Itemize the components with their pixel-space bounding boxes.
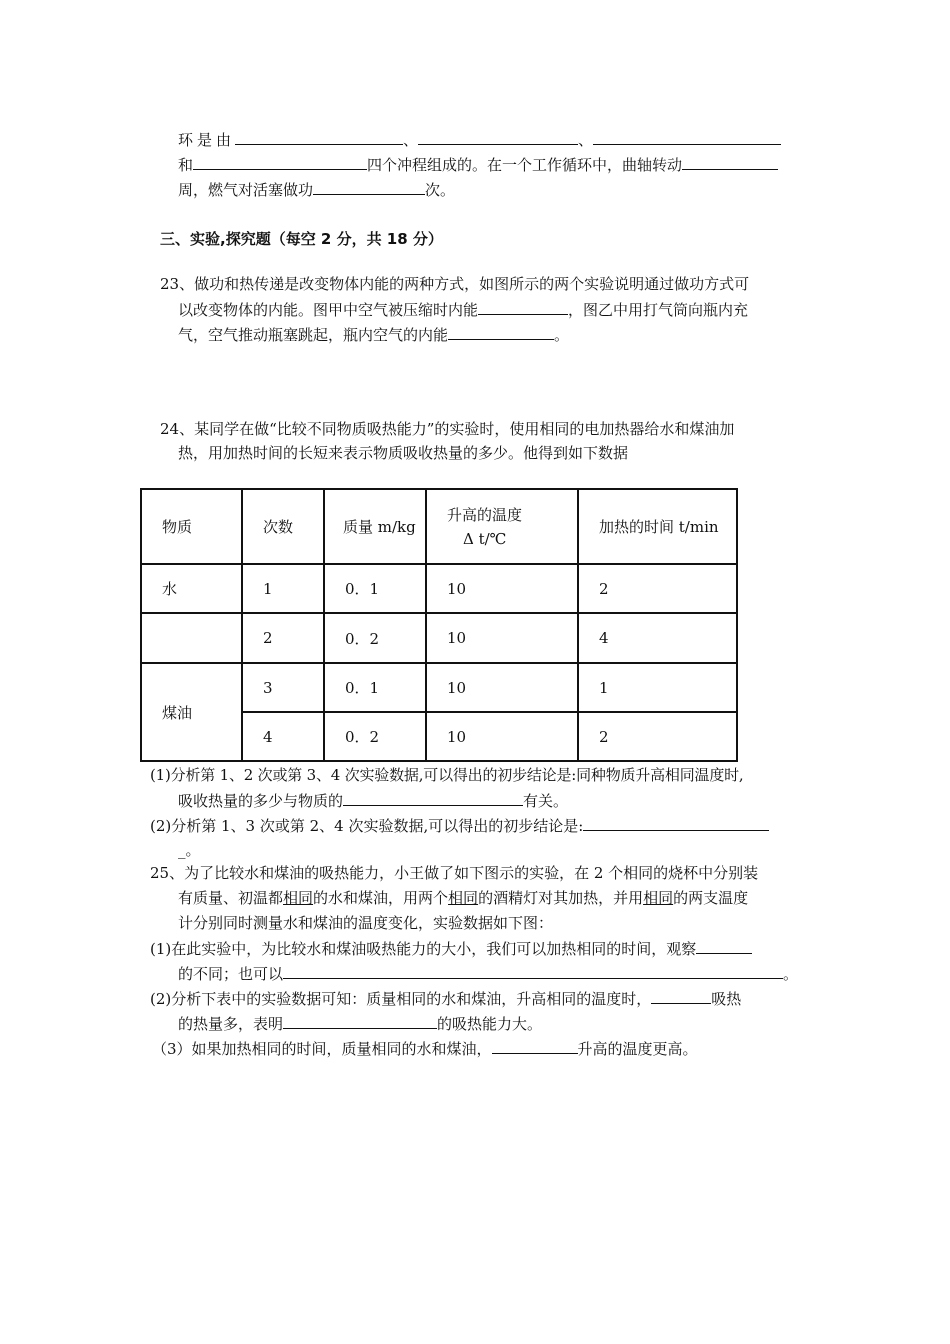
q23-text: 。 — [554, 326, 570, 344]
q25-text: (2)分析下表中的实验数据可知：质量相同的水和煤油，升高相同的温度时， — [150, 990, 652, 1008]
cell-temp-rise: 10 — [426, 663, 578, 712]
separator: 、 — [403, 131, 419, 149]
q24-line-1: 24、某同学在做“比较不同物质吸热能力”的实验时，使用相同的电加热器给水和煤油加 — [160, 420, 735, 438]
cell-temp-rise: 10 — [426, 564, 578, 613]
answer-blank[interactable] — [283, 1012, 437, 1029]
header-substance: 物质 — [141, 489, 242, 564]
q24-text: (2)分析第 1、3 次或第 2、4 次实验数据,可以得出的初步结论是: — [150, 817, 584, 835]
table-header-row — [141, 489, 737, 564]
q24-sub2-line-2: _。 — [178, 841, 201, 859]
q25-line-1: 25、为了比较水和煤油的吸热能力，小王做了如下图示的实验，在 2 个相同的烧杯中分别装 — [150, 864, 759, 882]
q23-line-1: 23、做功和热传递是改变物体内能的两种方式，如图所示的两个实验说明通过做功方式可 — [160, 275, 750, 293]
q22-line-2 — [178, 153, 778, 176]
answer-blank[interactable] — [235, 128, 403, 145]
q25-text: 的两支温度 — [673, 889, 749, 907]
q25-line-3: 计分别同时测量水和煤油的温度变化，实验数据如下图： — [178, 914, 554, 932]
q25-text: 升高的温度更高。 — [577, 1040, 698, 1058]
answer-blank[interactable] — [682, 153, 778, 170]
answer-blank[interactable] — [492, 1037, 578, 1054]
cell-substance: 煤油 — [141, 663, 242, 761]
cell-mass: 0．2 — [324, 712, 426, 761]
table-row — [141, 564, 737, 613]
answer-blank[interactable] — [593, 128, 781, 145]
q25-text: 的不同；也可以 — [178, 965, 284, 983]
cell-trial: 3 — [242, 663, 324, 712]
q22-text: 次。 — [425, 181, 456, 199]
q22-text: 周，燃气对活塞做功 — [178, 181, 314, 199]
cell-substance — [141, 613, 242, 663]
q25-sub3 — [152, 1037, 698, 1060]
cell-trial: 4 — [242, 712, 324, 761]
q23-text: 以改变物体的内能。图甲中空气被压缩时内能 — [178, 301, 479, 319]
answer-blank[interactable] — [343, 789, 523, 806]
q25-text: 的吸热能力大。 — [437, 1015, 543, 1033]
q25-text: 的水和煤油，用两个 — [313, 889, 449, 907]
header-temp-rise-line2: Δ t/℃ — [463, 529, 507, 548]
q24-line-2: 热，用加热时间的长短来表示物质吸收热量的多少。他得到如下数据 — [178, 444, 629, 462]
answer-blank[interactable] — [478, 298, 568, 315]
q24-sub1-line-1: (1)分析第 1、2 次或第 3、4 次实验数据,可以得出的初步结论是:同种物质升高相同温度时, — [150, 766, 744, 784]
section-heading: 三、实验,探究题（每空 2 分，共 18 分） — [160, 230, 443, 248]
q24-sub2-line-1 — [150, 814, 769, 837]
cell-heating-time: 1 — [578, 663, 737, 712]
q22-text: 四个冲程组成的。在一个工作循环中，曲轴转动 — [367, 156, 683, 174]
answer-blank[interactable] — [313, 178, 425, 195]
header-trial: 次数 — [242, 489, 324, 564]
q23-line-3 — [178, 323, 569, 346]
cell-heating-time: 4 — [578, 613, 737, 663]
q25-text: (1)在此实验中，为比较水和煤油吸热能力的大小，我们可以加热相同的时间，观察 — [150, 940, 697, 958]
header-heating-time: 加热的时间 t/min — [578, 489, 737, 564]
q22-line-3 — [178, 178, 455, 201]
q24-text: 有关。 — [523, 792, 569, 810]
cell-trial: 1 — [242, 564, 324, 613]
q25-line-2 — [178, 887, 748, 909]
q25-text: 。 — [783, 965, 799, 983]
header-temp-rise — [426, 489, 578, 564]
q25-text: 的酒精灯对其加热，并用 — [478, 889, 644, 907]
separator: 、 — [578, 131, 594, 149]
cell-trial: 2 — [242, 613, 324, 663]
q25-text: 吸热 — [711, 990, 742, 1008]
q23-text: 气，空气推动瓶塞跳起，瓶内空气的内能 — [178, 326, 449, 344]
q25-sub2-line-2 — [178, 1012, 542, 1035]
cell-temp-rise: 10 — [426, 712, 578, 761]
q22-text: 环是由 — [178, 131, 236, 149]
q22-line-1 — [178, 128, 781, 151]
underlined-word: 相同 — [643, 889, 674, 907]
data-table — [140, 488, 738, 762]
table-row — [141, 613, 737, 663]
cell-mass: 0．1 — [324, 564, 426, 613]
cell-substance: 水 — [141, 564, 242, 613]
q25-sub1-line-2 — [178, 962, 798, 985]
answer-blank[interactable] — [193, 153, 367, 170]
q23-line-2 — [178, 298, 748, 321]
answer-blank[interactable] — [283, 962, 783, 979]
cell-heating-time: 2 — [578, 712, 737, 761]
answer-blank[interactable] — [583, 814, 769, 831]
q25-sub1-line-1 — [150, 937, 752, 960]
cell-temp-rise: 10 — [426, 613, 578, 663]
answer-blank[interactable] — [696, 937, 752, 954]
cell-mass: 0．1 — [324, 663, 426, 712]
cell-heating-time: 2 — [578, 564, 737, 613]
answer-blank[interactable] — [448, 323, 554, 340]
underlined-word: 相同 — [448, 889, 479, 907]
q23-text: ，图乙中用打气筒向瓶内充 — [568, 301, 749, 319]
cell-mass: 0．2 — [324, 613, 426, 663]
answer-blank[interactable] — [418, 128, 578, 145]
header-mass: 质量 m/kg — [324, 489, 426, 564]
q24-text: 吸收热量的多少与物质的 — [178, 792, 344, 810]
header-temp-rise-line1: 升高的温度 — [447, 505, 523, 524]
table-row — [141, 663, 737, 712]
answer-blank[interactable] — [651, 987, 711, 1004]
q25-text: 有质量、初温都 — [178, 889, 284, 907]
q25-text: （3）如果加热相同的时间，质量相同的水和煤油， — [152, 1040, 492, 1058]
q22-text: 和 — [178, 156, 194, 174]
underlined-word: 相同 — [283, 889, 314, 907]
q24-sub1-line-2 — [178, 789, 568, 812]
q25-text: 的热量多，表明 — [178, 1015, 284, 1033]
q25-sub2-line-1 — [150, 987, 741, 1010]
